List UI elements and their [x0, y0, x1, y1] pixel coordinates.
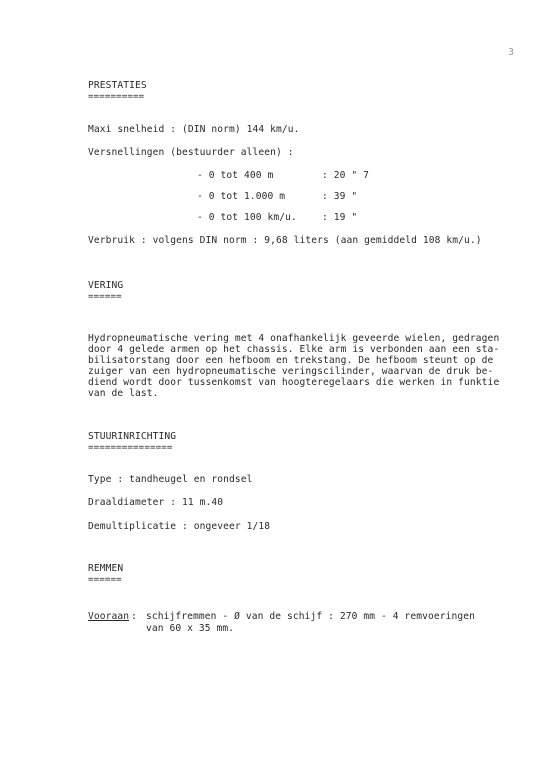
heading-underline: ===============	[88, 442, 173, 453]
section-heading-prestaties: PRESTATIES	[88, 80, 147, 91]
stuur-demultiplicatie: Demultiplicatie : ongeveer 1/18	[88, 521, 271, 532]
accel-row-value: : 39 "	[322, 191, 358, 202]
vering-line: bilisatorstang door een hefboom en trekstang. De hefboom steunt op de	[88, 355, 494, 366]
versnellingen-label: Versnellingen (bestuurder alleen) :	[88, 147, 294, 158]
verbruik: Verbruik : volgens DIN norm : 9,68 liters (aan gemiddeld 108 km/u.)	[88, 235, 482, 246]
maxi-snelheid: Maxi snelheid : (DIN norm) 144 km/u.	[88, 124, 300, 135]
accel-row-label: - 0 tot 100 km/u.	[197, 212, 297, 223]
accel-row-value: : 19 "	[322, 212, 358, 223]
vering-line: door 4 gelede armen op het chassis. Elke arm is verbonden aan een sta-	[88, 344, 500, 355]
heading-underline: ======	[88, 291, 122, 302]
accel-row-label: - 0 tot 1.000 m	[197, 191, 286, 202]
accel-row-label: - 0 tot 400 m	[197, 170, 274, 181]
vooraan-line: van 60 x 35 mm.	[146, 623, 235, 634]
vooraan-label: Vooraan	[88, 611, 130, 622]
vering-line: Hydropneumatische vering met 4 onafhankelijk geveerde wielen, gedragen	[88, 333, 500, 344]
vering-line: zuiger van een hydropneumatische veringscilinder, waarvan de druk be-	[88, 366, 494, 377]
stuur-draaidiameter: Draaldiameter : 11 m.40	[88, 497, 224, 508]
stuur-type: Type : tandheugel en rondsel	[88, 474, 253, 485]
vooraan-separator: :	[131, 611, 137, 622]
accel-row-value: : 20 " 7	[322, 170, 370, 181]
section-heading-vering: VERING	[88, 280, 124, 291]
section-heading-stuurinrichting: STUURINRICHTING	[88, 431, 177, 442]
vooraan-line: schijfremmen - Ø van de schijf : 270 mm - 4 remvoeringen	[146, 611, 476, 622]
vering-line: diend wordt door tussenkomst van hoogteregelaars die werken in funktie	[88, 377, 500, 388]
page-number: 3	[508, 47, 515, 58]
heading-underline: ==========	[88, 91, 145, 102]
vering-line: van de last.	[88, 388, 159, 399]
heading-underline: ======	[88, 574, 122, 585]
section-heading-remmen: REMMEN	[88, 563, 124, 574]
